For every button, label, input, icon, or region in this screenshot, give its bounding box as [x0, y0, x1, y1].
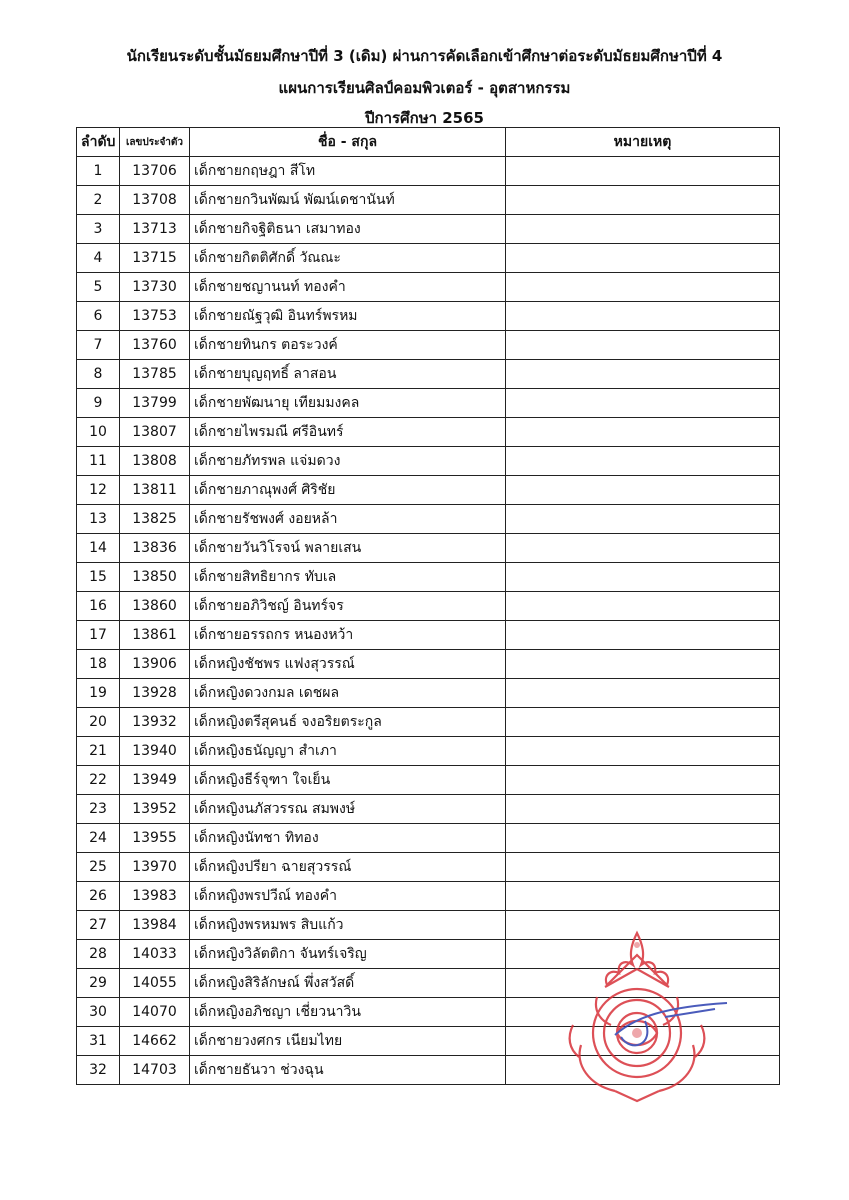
table-row — [77, 331, 780, 360]
cell-id: 13808 — [120, 447, 190, 476]
cell-id: 13708 — [120, 186, 190, 215]
cell-note — [506, 795, 780, 824]
table-row — [77, 882, 780, 911]
table-row — [77, 418, 780, 447]
cell-note — [506, 447, 780, 476]
cell-note — [506, 360, 780, 389]
cell-note — [506, 186, 780, 215]
table-row — [77, 679, 780, 708]
cell-name: เด็กชายวันวิโรจน์ พลายเสน — [190, 534, 506, 563]
academic-year: ปีการศึกษา 2565 — [365, 109, 484, 127]
cell-name: เด็กชายรัชพงศ์ งอยหล้า — [190, 505, 506, 534]
table-row — [77, 650, 780, 679]
cell-no: 14 — [77, 534, 120, 563]
cell-id: 13753 — [120, 302, 190, 331]
cell-id: 13984 — [120, 911, 190, 940]
cell-note — [506, 244, 780, 273]
cell-no: 32 — [77, 1056, 120, 1085]
table-row — [77, 824, 780, 853]
table-row — [77, 476, 780, 505]
table-header-row — [77, 128, 780, 157]
cell-id: 13785 — [120, 360, 190, 389]
table-row — [77, 505, 780, 534]
cell-note — [506, 563, 780, 592]
cell-id: 13940 — [120, 737, 190, 766]
cell-name: เด็กชายบุญฤทธิ์ ลาสอน — [190, 360, 506, 389]
cell-no: 17 — [77, 621, 120, 650]
cell-name: เด็กหญิงตรีสุคนธ์ จงอริยตระกูล — [190, 708, 506, 737]
cell-no: 9 — [77, 389, 120, 418]
table-row — [77, 389, 780, 418]
cell-id: 13715 — [120, 244, 190, 273]
table-row — [77, 273, 780, 302]
cell-note — [506, 505, 780, 534]
cell-name: เด็กชายณัฐวุฒิ อินทร์พรหม — [190, 302, 506, 331]
col-header-name: ชื่อ - สกุล — [190, 128, 506, 157]
table-row — [77, 447, 780, 476]
cell-name: เด็กชายชญานนท์ ทองคำ — [190, 273, 506, 302]
cell-note — [506, 215, 780, 244]
cell-id: 14703 — [120, 1056, 190, 1085]
cell-no: 26 — [77, 882, 120, 911]
cell-no: 18 — [77, 650, 120, 679]
table-row — [77, 186, 780, 215]
cell-note — [506, 418, 780, 447]
cell-name: เด็กชายอรรถกร หนองหว้า — [190, 621, 506, 650]
cell-no: 15 — [77, 563, 120, 592]
table-row — [77, 708, 780, 737]
cell-note — [506, 592, 780, 621]
cell-note — [506, 331, 780, 360]
cell-name: เด็กหญิงธีร์จุฑา ใจเย็น — [190, 766, 506, 795]
cell-no: 3 — [77, 215, 120, 244]
cell-no: 28 — [77, 940, 120, 969]
cell-id: 13928 — [120, 679, 190, 708]
cell-id: 13983 — [120, 882, 190, 911]
table-row — [77, 302, 780, 331]
cell-name: เด็กหญิงนภัสวรรณ สมพงษ์ — [190, 795, 506, 824]
cell-no: 24 — [77, 824, 120, 853]
cell-name: เด็กหญิงวิลัตติกา จันทร์เจริญ — [190, 940, 506, 969]
table-row — [77, 534, 780, 563]
cell-no: 21 — [77, 737, 120, 766]
cell-note — [506, 389, 780, 418]
cell-note — [506, 882, 780, 911]
cell-note — [506, 302, 780, 331]
cell-note — [506, 650, 780, 679]
cell-name: เด็กหญิงดวงกมล เดชผล — [190, 679, 506, 708]
school-seal-icon — [545, 925, 730, 1110]
cell-no: 22 — [77, 766, 120, 795]
cell-note — [506, 621, 780, 650]
cell-no: 11 — [77, 447, 120, 476]
cell-id: 13706 — [120, 157, 190, 186]
cell-id: 13932 — [120, 708, 190, 737]
cell-note — [506, 766, 780, 795]
cell-no: 19 — [77, 679, 120, 708]
cell-id: 13825 — [120, 505, 190, 534]
cell-id: 13949 — [120, 766, 190, 795]
col-header-no: ลำดับ — [77, 128, 120, 157]
program-subtitle: แผนการเรียนศิลป์คอมพิวเตอร์ - อุตสาหกรรม — [278, 79, 571, 97]
cell-name: เด็กหญิงอภิชญา เชี่ยวนาวิน — [190, 998, 506, 1027]
cell-name: เด็กชายทินกร ตอระวงค์ — [190, 331, 506, 360]
cell-name: เด็กหญิงสิริลักษณ์ พึ่งสวัสดิ์ — [190, 969, 506, 998]
cell-name: เด็กชายอภิวิชญ์ อินทร์จร — [190, 592, 506, 621]
cell-note — [506, 273, 780, 302]
cell-name: เด็กชายกิจฐิติธนา เสมาทอง — [190, 215, 506, 244]
cell-name: เด็กหญิงปรียา ฉายสุวรรณ์ — [190, 853, 506, 882]
table-row — [77, 244, 780, 273]
cell-name: เด็กหญิงธนัญญา สำเภา — [190, 737, 506, 766]
cell-id: 13807 — [120, 418, 190, 447]
cell-no: 27 — [77, 911, 120, 940]
cell-note — [506, 853, 780, 882]
cell-name: เด็กชายไพรมณี ศรีอินทร์ — [190, 418, 506, 447]
cell-id: 13861 — [120, 621, 190, 650]
cell-name: เด็กชายพัฒนายุ เทียมมงคล — [190, 389, 506, 418]
cell-note — [506, 679, 780, 708]
table-row — [77, 360, 780, 389]
cell-name: เด็กชายธันวา ช่วงฉุน — [190, 1056, 506, 1085]
cell-name: เด็กชายกวินพัฒน์ พัฒน์เดชานันท์ — [190, 186, 506, 215]
cell-id: 13730 — [120, 273, 190, 302]
cell-id: 13811 — [120, 476, 190, 505]
cell-no: 4 — [77, 244, 120, 273]
cell-no: 31 — [77, 1027, 120, 1056]
cell-note — [506, 824, 780, 853]
table-row — [77, 592, 780, 621]
cell-no: 29 — [77, 969, 120, 998]
table-row — [77, 795, 780, 824]
cell-name: เด็กชายกฤษฎา สีโท — [190, 157, 506, 186]
col-header-note: หมายเหตุ — [506, 128, 780, 157]
cell-name: เด็กหญิงนัทชา ทิทอง — [190, 824, 506, 853]
cell-name: เด็กชายสิทธิยากร ทับเล — [190, 563, 506, 592]
cell-name: เด็กหญิงพรปวีณ์ ทองคำ — [190, 882, 506, 911]
cell-id: 13836 — [120, 534, 190, 563]
cell-id: 14662 — [120, 1027, 190, 1056]
cell-name: เด็กชายวงศกร เนียมไทย — [190, 1027, 506, 1056]
cell-id: 13799 — [120, 389, 190, 418]
cell-id: 13713 — [120, 215, 190, 244]
cell-note — [506, 708, 780, 737]
cell-no: 23 — [77, 795, 120, 824]
table-row — [77, 621, 780, 650]
cell-no: 12 — [77, 476, 120, 505]
cell-id: 14070 — [120, 998, 190, 1027]
cell-note — [506, 476, 780, 505]
cell-id: 13850 — [120, 563, 190, 592]
cell-no: 20 — [77, 708, 120, 737]
cell-name: เด็กชายกิตติศักดิ์ วัณณะ — [190, 244, 506, 273]
document-title: นักเรียนระดับชั้นมัธยมศึกษาปีที่ 3 (เดิม) ผ่านการคัดเลือกเข้าศึกษาต่อระดับมัธยมศึกษาปีที่ 4 — [126, 47, 723, 65]
cell-note — [506, 737, 780, 766]
col-header-id: เลขประจำตัว — [120, 128, 190, 157]
cell-name: เด็กชายภัทรพล แจ่มดวง — [190, 447, 506, 476]
cell-no: 7 — [77, 331, 120, 360]
cell-id: 13952 — [120, 795, 190, 824]
cell-id: 13760 — [120, 331, 190, 360]
table-row — [77, 563, 780, 592]
cell-id: 14033 — [120, 940, 190, 969]
cell-id: 13970 — [120, 853, 190, 882]
table-row — [77, 157, 780, 186]
cell-id: 13906 — [120, 650, 190, 679]
cell-no: 16 — [77, 592, 120, 621]
cell-no: 10 — [77, 418, 120, 447]
cell-no: 13 — [77, 505, 120, 534]
cell-id: 13955 — [120, 824, 190, 853]
cell-name: เด็กหญิงพรหมพร สิบแก้ว — [190, 911, 506, 940]
cell-no: 25 — [77, 853, 120, 882]
cell-name: เด็กหญิงชัชพร แฟงสุวรรณ์ — [190, 650, 506, 679]
table-row — [77, 215, 780, 244]
cell-no: 8 — [77, 360, 120, 389]
cell-no: 1 — [77, 157, 120, 186]
cell-no: 5 — [77, 273, 120, 302]
cell-id: 13860 — [120, 592, 190, 621]
table-row — [77, 853, 780, 882]
cell-note — [506, 157, 780, 186]
cell-id: 14055 — [120, 969, 190, 998]
cell-name: เด็กชายภาณุพงศ์ ศิริชัย — [190, 476, 506, 505]
table-row — [77, 737, 780, 766]
cell-no: 2 — [77, 186, 120, 215]
cell-no: 6 — [77, 302, 120, 331]
cell-note — [506, 534, 780, 563]
table-row — [77, 766, 780, 795]
cell-no: 30 — [77, 998, 120, 1027]
